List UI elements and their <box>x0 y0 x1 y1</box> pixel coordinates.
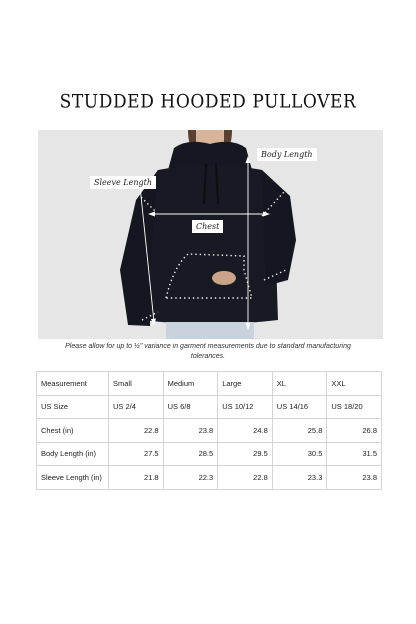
table-cell: 31.5 <box>327 442 382 466</box>
table-cell: 28.5 <box>163 442 218 466</box>
table-cell: 23.8 <box>327 466 382 490</box>
header-cell: XL <box>272 372 327 396</box>
chest-label: Chest <box>192 220 223 233</box>
table-cell: 22.3 <box>163 466 218 490</box>
table-cell: 29.5 <box>218 442 273 466</box>
table-row <box>37 442 382 466</box>
sleeve-length-label: Sleeve Length <box>90 176 156 189</box>
header-cell: Small <box>109 372 164 396</box>
tolerance-note: Please allow for up to ½" variance in garment measurements due to standard manufacturing tolerances. <box>65 343 351 360</box>
table-header-row <box>37 372 382 396</box>
row-label: Chest (in) <box>37 419 109 443</box>
table-row <box>37 466 382 490</box>
header-cell: XXL <box>327 372 382 396</box>
product-title: STUDDED HOODED PULLOVER <box>59 90 357 114</box>
table-cell: 23.8 <box>163 419 218 443</box>
size-chart-table <box>36 371 382 490</box>
table-cell: US 14/16 <box>272 395 327 419</box>
table-cell: 25.8 <box>272 419 327 443</box>
header-cell: Medium <box>163 372 218 396</box>
table-cell: 30.5 <box>272 442 327 466</box>
table-cell: 22.8 <box>109 419 164 443</box>
hoodie-illustration <box>38 130 383 339</box>
table-cell: US 6/8 <box>163 395 218 419</box>
header-cell: Large <box>218 372 273 396</box>
table-cell: 22.8 <box>218 466 273 490</box>
row-label: Body Length (in) <box>37 442 109 466</box>
body-length-label: Body Length <box>257 148 317 161</box>
product-photo <box>38 130 383 339</box>
table-cell: 23.3 <box>272 466 327 490</box>
table-cell: 24.8 <box>218 419 273 443</box>
table-row <box>37 395 382 419</box>
table-cell: 26.8 <box>327 419 382 443</box>
table-cell: 21.8 <box>109 466 164 490</box>
row-label: Sleeve Length (in) <box>37 466 109 490</box>
table-cell: US 2/4 <box>109 395 164 419</box>
header-cell: Measurement <box>37 372 109 396</box>
table-cell: 27.5 <box>109 442 164 466</box>
row-label: US Size <box>37 395 109 419</box>
table-cell: US 18/20 <box>327 395 382 419</box>
table-row <box>37 419 382 443</box>
table-cell: US 10/12 <box>218 395 273 419</box>
